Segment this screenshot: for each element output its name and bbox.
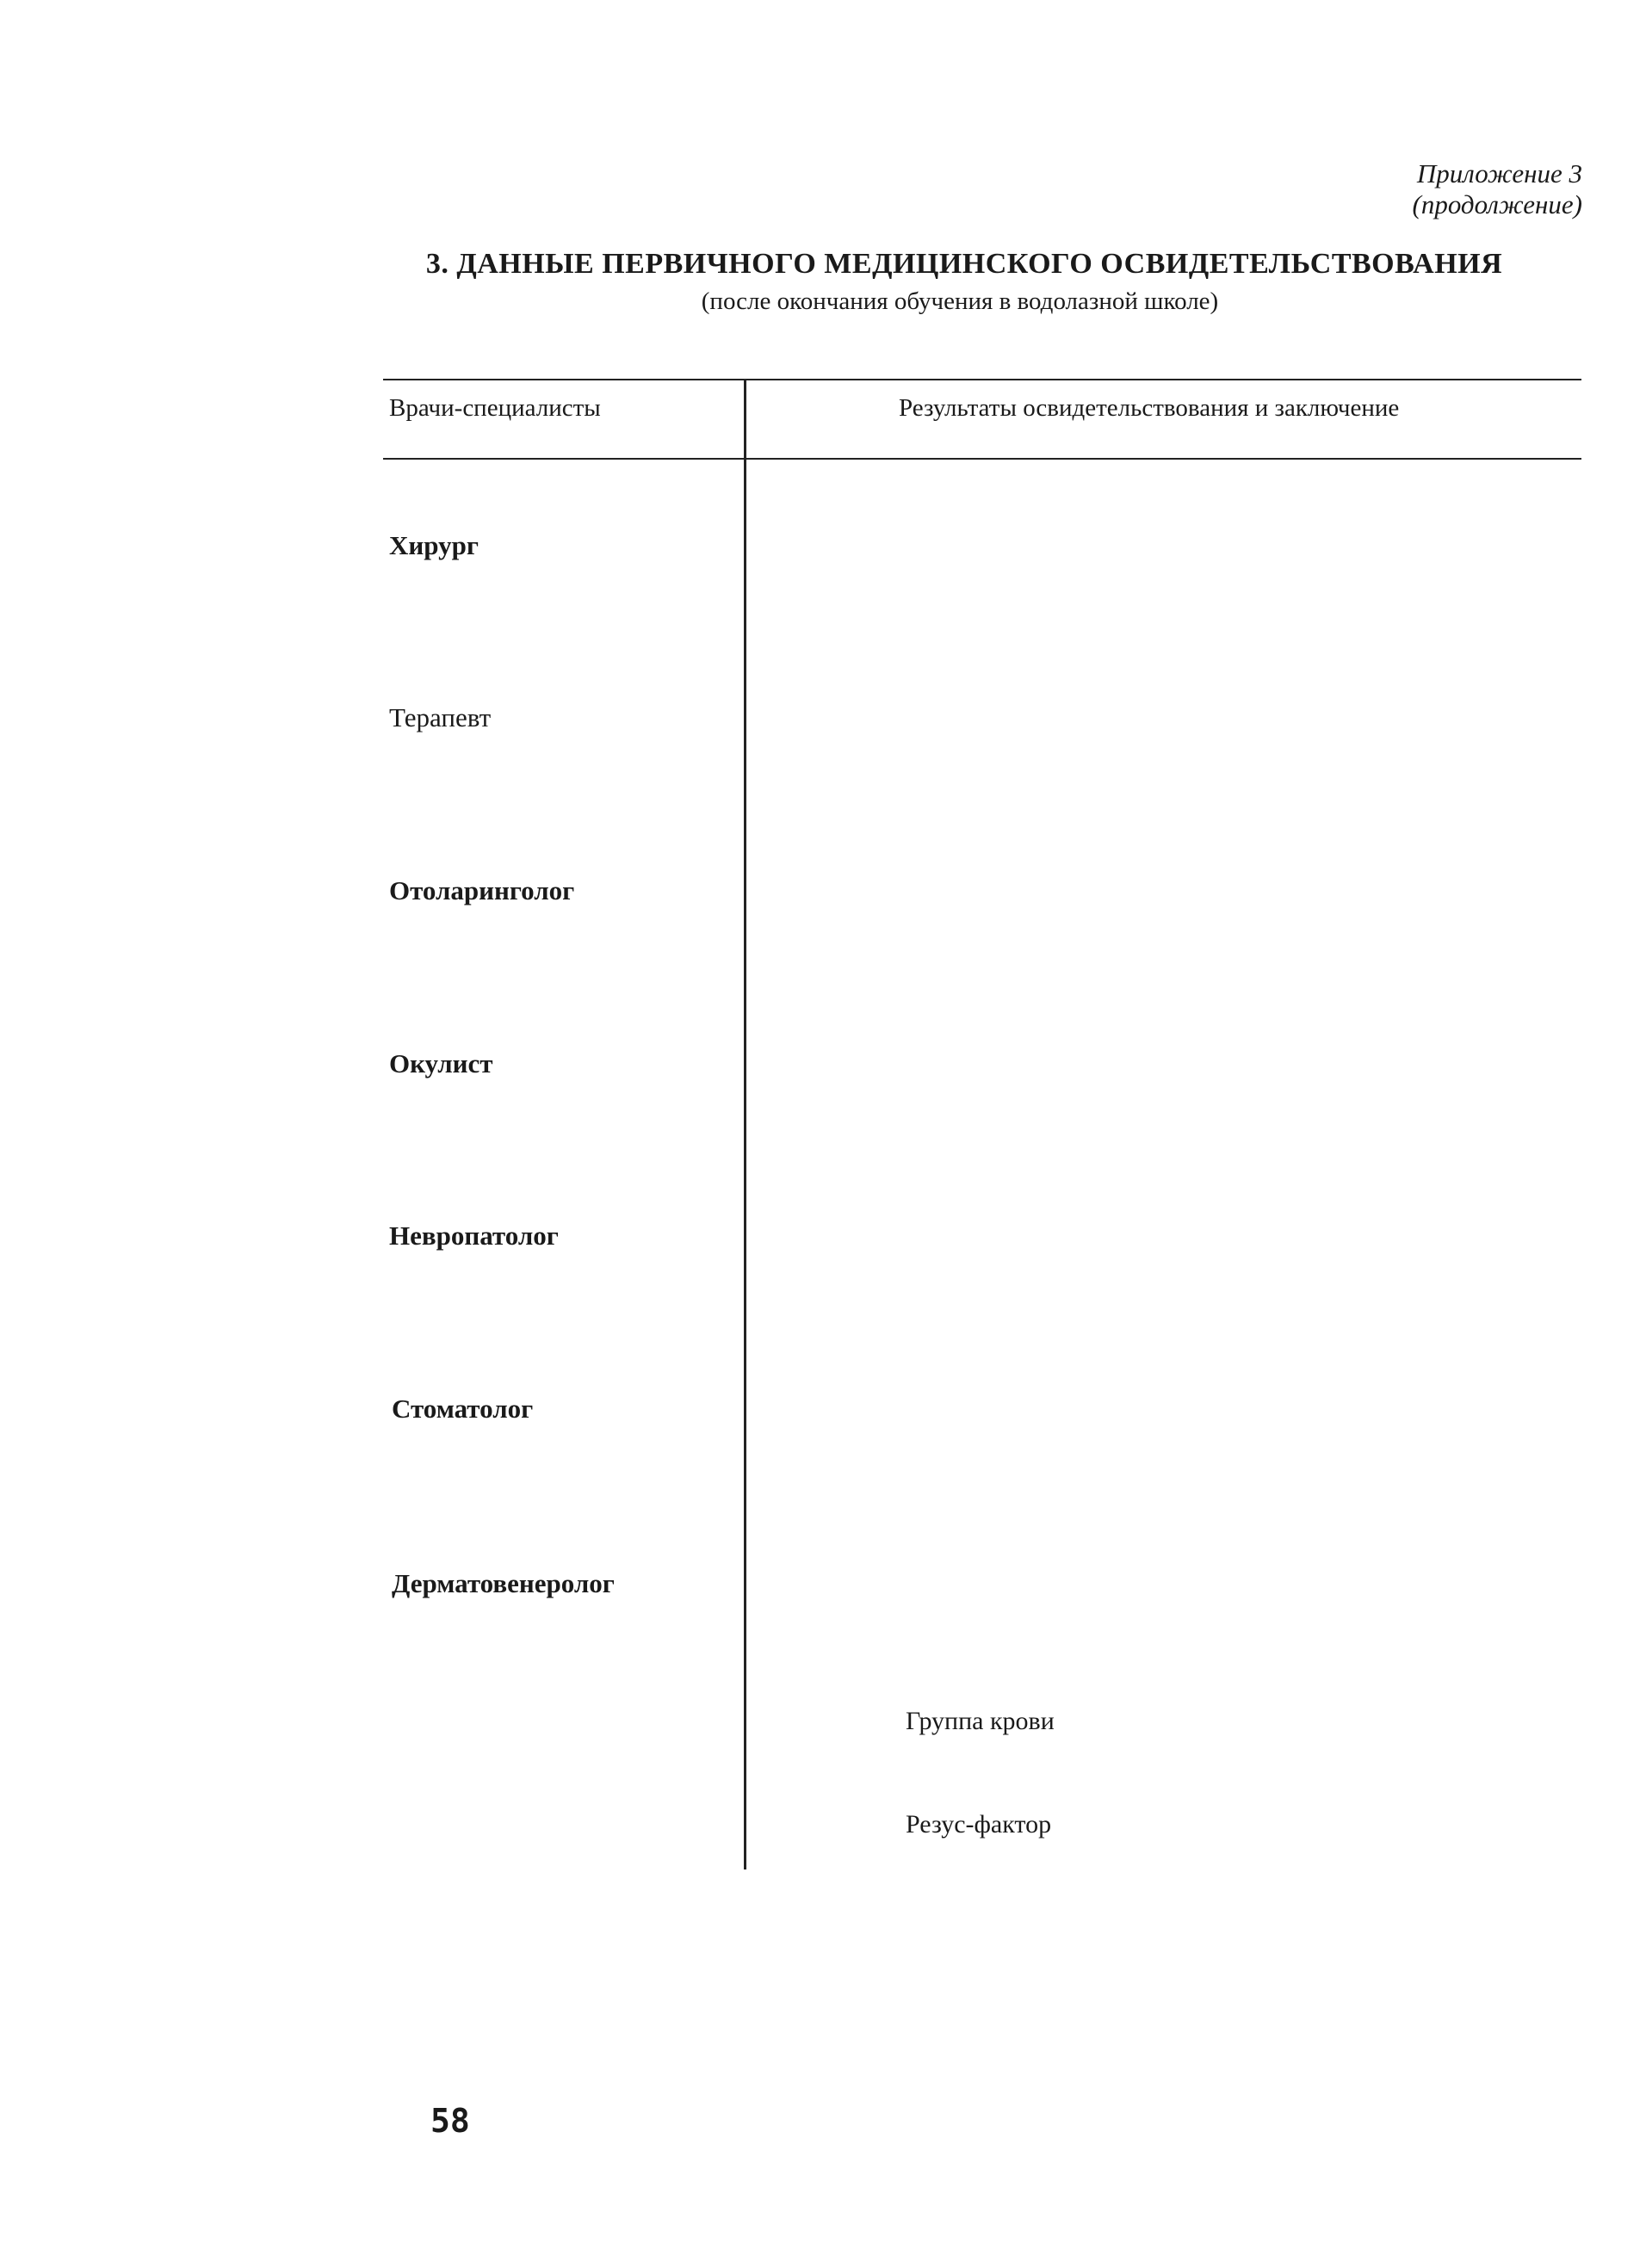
row-neurologist: Невропатолог [389,1221,559,1251]
rh-factor-label: Резус-фактор [906,1810,1052,1839]
section-title: 3. ДАННЫЕ ПЕРВИЧНОГО МЕДИЦИНСКОГО ОСВИДЕТЕЛЬСТВОВАНИЯ [425,248,1503,280]
table-column-divider [744,379,746,1869]
section-subtitle: (после окончания обучения в водолазной школе) [701,287,1219,315]
row-oculist: Окулист [389,1048,493,1078]
row-therapist: Терапевт [389,702,492,732]
row-surgeon: Хирург [389,530,479,560]
row-dermatovenerologist: Дерматовенеролог [392,1568,615,1598]
appendix-label [1413,158,1583,220]
table-header-rule [383,458,1581,460]
appendix-number: Приложение 3 [1416,158,1582,188]
appendix-continuation: (продолжение) [1412,189,1582,219]
page-number: 58 [430,2102,470,2140]
table-top-rule [383,379,1581,380]
header-specialists: Врачи-специалисты [389,394,601,422]
header-results: Результаты освидетельствования и заключение [899,394,1400,422]
row-dentist: Стоматолог [392,1394,534,1424]
blood-group-label: Группа крови [906,1707,1055,1735]
row-otolaryngologist: Отоларинголог [389,875,575,905]
